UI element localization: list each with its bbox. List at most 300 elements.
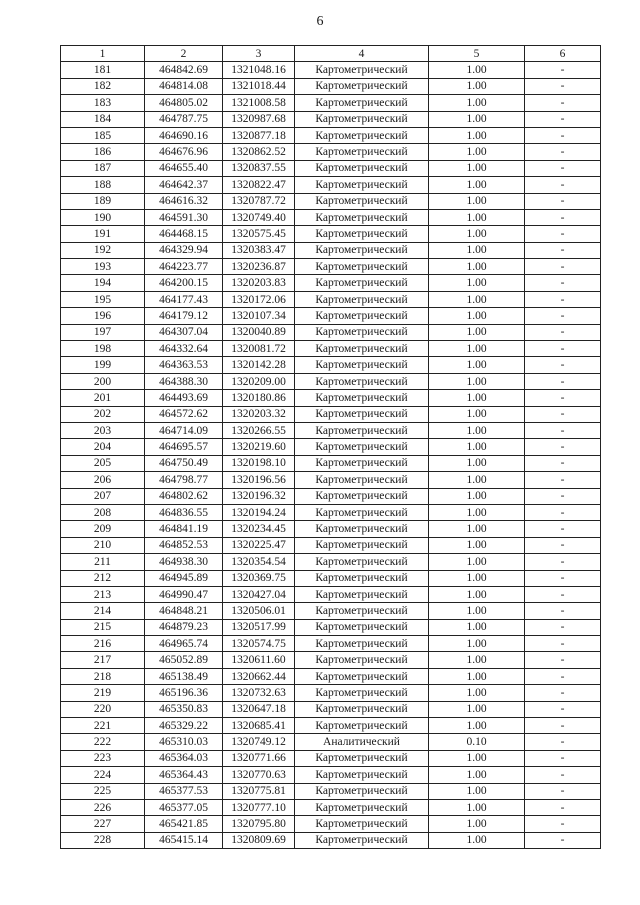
note-cell: -	[525, 406, 601, 422]
accuracy-cell: 1.00	[429, 652, 525, 668]
point-number-cell: 222	[61, 734, 145, 750]
note-cell: -	[525, 226, 601, 242]
accuracy-cell: 1.00	[429, 373, 525, 389]
method-cell: Картометрический	[295, 816, 429, 832]
accuracy-cell: 1.00	[429, 816, 525, 832]
method-cell: Картометрический	[295, 127, 429, 143]
table-row	[61, 816, 601, 832]
point-number-cell: 220	[61, 701, 145, 717]
point-number-cell: 215	[61, 619, 145, 635]
x-coordinate-cell: 464572.62	[145, 406, 223, 422]
x-coordinate-cell: 464798.77	[145, 472, 223, 488]
note-cell: -	[525, 603, 601, 619]
x-coordinate-cell: 464814.08	[145, 78, 223, 94]
table-row	[61, 767, 601, 783]
point-number-cell: 187	[61, 160, 145, 176]
point-number-cell: 189	[61, 193, 145, 209]
method-cell: Картометрический	[295, 472, 429, 488]
x-coordinate-cell: 465377.05	[145, 799, 223, 815]
accuracy-cell: 0.10	[429, 734, 525, 750]
accuracy-cell: 1.00	[429, 521, 525, 537]
accuracy-cell: 1.00	[429, 832, 525, 848]
table-row	[61, 701, 601, 717]
y-coordinate-cell: 1320749.12	[223, 734, 295, 750]
y-coordinate-cell: 1320822.47	[223, 177, 295, 193]
note-cell: -	[525, 291, 601, 307]
accuracy-cell: 1.00	[429, 799, 525, 815]
point-number-cell: 185	[61, 127, 145, 143]
note-cell: -	[525, 111, 601, 127]
accuracy-cell: 1.00	[429, 291, 525, 307]
x-coordinate-cell: 465052.89	[145, 652, 223, 668]
x-coordinate-cell: 464493.69	[145, 390, 223, 406]
table-row	[61, 242, 601, 258]
method-cell: Картометрический	[295, 209, 429, 225]
x-coordinate-cell: 464642.37	[145, 177, 223, 193]
accuracy-cell: 1.00	[429, 472, 525, 488]
point-number-cell: 182	[61, 78, 145, 94]
y-coordinate-cell: 1320194.24	[223, 504, 295, 520]
point-number-cell: 216	[61, 636, 145, 652]
table-row	[61, 373, 601, 389]
accuracy-cell: 1.00	[429, 455, 525, 471]
table-row	[61, 144, 601, 160]
table-row	[61, 603, 601, 619]
accuracy-cell: 1.00	[429, 636, 525, 652]
y-coordinate-cell: 1320203.83	[223, 275, 295, 291]
note-cell: -	[525, 734, 601, 750]
y-coordinate-cell: 1320809.69	[223, 832, 295, 848]
x-coordinate-cell: 464787.75	[145, 111, 223, 127]
table-row	[61, 259, 601, 275]
table-row	[61, 554, 601, 570]
method-cell: Картометрический	[295, 324, 429, 340]
y-coordinate-cell: 1321048.16	[223, 62, 295, 78]
point-number-cell: 197	[61, 324, 145, 340]
point-number-cell: 183	[61, 95, 145, 111]
table-row	[61, 750, 601, 766]
method-cell: Картометрический	[295, 259, 429, 275]
table-row	[61, 537, 601, 553]
accuracy-cell: 1.00	[429, 603, 525, 619]
table-row	[61, 275, 601, 291]
method-cell: Картометрический	[295, 799, 429, 815]
note-cell: -	[525, 62, 601, 78]
point-number-cell: 191	[61, 226, 145, 242]
y-coordinate-cell: 1320172.06	[223, 291, 295, 307]
y-coordinate-cell: 1320196.32	[223, 488, 295, 504]
y-coordinate-cell: 1320685.41	[223, 718, 295, 734]
note-cell: -	[525, 275, 601, 291]
method-cell: Картометрический	[295, 439, 429, 455]
point-number-cell: 199	[61, 357, 145, 373]
method-cell: Картометрический	[295, 275, 429, 291]
accuracy-cell: 1.00	[429, 144, 525, 160]
note-cell: -	[525, 701, 601, 717]
accuracy-cell: 1.00	[429, 750, 525, 766]
y-coordinate-cell: 1320787.72	[223, 193, 295, 209]
note-cell: -	[525, 685, 601, 701]
table-row	[61, 341, 601, 357]
point-number-cell: 202	[61, 406, 145, 422]
accuracy-cell: 1.00	[429, 62, 525, 78]
point-number-cell: 203	[61, 422, 145, 438]
note-cell: -	[525, 767, 601, 783]
table-row	[61, 209, 601, 225]
table-row	[61, 521, 601, 537]
note-cell: -	[525, 127, 601, 143]
x-coordinate-cell: 464363.53	[145, 357, 223, 373]
note-cell: -	[525, 570, 601, 586]
accuracy-cell: 1.00	[429, 341, 525, 357]
point-number-cell: 205	[61, 455, 145, 471]
y-coordinate-cell: 1320775.81	[223, 783, 295, 799]
accuracy-cell: 1.00	[429, 308, 525, 324]
table-row	[61, 586, 601, 602]
table-row	[61, 734, 601, 750]
point-number-cell: 219	[61, 685, 145, 701]
point-number-cell: 190	[61, 209, 145, 225]
note-cell: -	[525, 160, 601, 176]
x-coordinate-cell: 464938.30	[145, 554, 223, 570]
x-coordinate-cell: 464945.89	[145, 570, 223, 586]
coordinates-table	[60, 45, 601, 849]
x-coordinate-cell: 464329.94	[145, 242, 223, 258]
y-coordinate-cell: 1320647.18	[223, 701, 295, 717]
x-coordinate-cell: 464307.04	[145, 324, 223, 340]
accuracy-cell: 1.00	[429, 95, 525, 111]
column-header: 3	[223, 46, 295, 62]
x-coordinate-cell: 464990.47	[145, 586, 223, 602]
method-cell: Картометрический	[295, 341, 429, 357]
note-cell: -	[525, 832, 601, 848]
y-coordinate-cell: 1320517.99	[223, 619, 295, 635]
point-number-cell: 194	[61, 275, 145, 291]
table-row	[61, 685, 601, 701]
y-coordinate-cell: 1320219.60	[223, 439, 295, 455]
x-coordinate-cell: 465377.53	[145, 783, 223, 799]
point-number-cell: 210	[61, 537, 145, 553]
accuracy-cell: 1.00	[429, 619, 525, 635]
point-number-cell: 226	[61, 799, 145, 815]
note-cell: -	[525, 373, 601, 389]
accuracy-cell: 1.00	[429, 193, 525, 209]
table-body	[61, 62, 601, 849]
table-row	[61, 95, 601, 111]
method-cell: Картометрический	[295, 636, 429, 652]
accuracy-cell: 1.00	[429, 160, 525, 176]
table-row	[61, 422, 601, 438]
table-row	[61, 636, 601, 652]
method-cell: Картометрический	[295, 603, 429, 619]
x-coordinate-cell: 465329.22	[145, 718, 223, 734]
y-coordinate-cell: 1321008.58	[223, 95, 295, 111]
y-coordinate-cell: 1320383.47	[223, 242, 295, 258]
method-cell: Картометрический	[295, 406, 429, 422]
method-cell: Картометрический	[295, 701, 429, 717]
point-number-cell: 192	[61, 242, 145, 258]
point-number-cell: 204	[61, 439, 145, 455]
x-coordinate-cell: 464695.57	[145, 439, 223, 455]
note-cell: -	[525, 521, 601, 537]
x-coordinate-cell: 464805.02	[145, 95, 223, 111]
point-number-cell: 225	[61, 783, 145, 799]
x-coordinate-cell: 464879.23	[145, 619, 223, 635]
x-coordinate-cell: 464177.43	[145, 291, 223, 307]
accuracy-cell: 1.00	[429, 177, 525, 193]
method-cell: Картометрический	[295, 226, 429, 242]
table-row	[61, 62, 601, 78]
method-cell: Картометрический	[295, 95, 429, 111]
method-cell: Картометрический	[295, 488, 429, 504]
x-coordinate-cell: 464676.96	[145, 144, 223, 160]
point-number-cell: 206	[61, 472, 145, 488]
x-coordinate-cell: 464655.40	[145, 160, 223, 176]
y-coordinate-cell: 1320771.66	[223, 750, 295, 766]
x-coordinate-cell: 464848.21	[145, 603, 223, 619]
note-cell: -	[525, 619, 601, 635]
x-coordinate-cell: 464750.49	[145, 455, 223, 471]
x-coordinate-cell: 464841.19	[145, 521, 223, 537]
note-cell: -	[525, 193, 601, 209]
method-cell: Картометрический	[295, 177, 429, 193]
point-number-cell: 221	[61, 718, 145, 734]
accuracy-cell: 1.00	[429, 226, 525, 242]
method-cell: Картометрический	[295, 619, 429, 635]
accuracy-cell: 1.00	[429, 767, 525, 783]
point-number-cell: 227	[61, 816, 145, 832]
method-cell: Картометрический	[295, 62, 429, 78]
x-coordinate-cell: 464802.62	[145, 488, 223, 504]
method-cell: Картометрический	[295, 308, 429, 324]
note-cell: -	[525, 390, 601, 406]
note-cell: -	[525, 209, 601, 225]
method-cell: Картометрический	[295, 193, 429, 209]
note-cell: -	[525, 799, 601, 815]
method-cell: Картометрический	[295, 767, 429, 783]
accuracy-cell: 1.00	[429, 406, 525, 422]
point-number-cell: 186	[61, 144, 145, 160]
table-row	[61, 570, 601, 586]
method-cell: Картометрический	[295, 570, 429, 586]
accuracy-cell: 1.00	[429, 668, 525, 684]
point-number-cell: 211	[61, 554, 145, 570]
method-cell: Картометрический	[295, 554, 429, 570]
note-cell: -	[525, 341, 601, 357]
point-number-cell: 200	[61, 373, 145, 389]
note-cell: -	[525, 324, 601, 340]
table-row	[61, 488, 601, 504]
method-cell: Картометрический	[295, 357, 429, 373]
y-coordinate-cell: 1320203.32	[223, 406, 295, 422]
accuracy-cell: 1.00	[429, 422, 525, 438]
x-coordinate-cell: 465364.43	[145, 767, 223, 783]
note-cell: -	[525, 472, 601, 488]
y-coordinate-cell: 1320611.60	[223, 652, 295, 668]
accuracy-cell: 1.00	[429, 78, 525, 94]
method-cell: Картометрический	[295, 144, 429, 160]
method-cell: Картометрический	[295, 111, 429, 127]
note-cell: -	[525, 636, 601, 652]
accuracy-cell: 1.00	[429, 570, 525, 586]
note-cell: -	[525, 586, 601, 602]
table-row	[61, 439, 601, 455]
x-coordinate-cell: 464200.15	[145, 275, 223, 291]
point-number-cell: 201	[61, 390, 145, 406]
method-cell: Картометрический	[295, 586, 429, 602]
method-cell: Картометрический	[295, 504, 429, 520]
method-cell: Картометрический	[295, 160, 429, 176]
point-number-cell: 181	[61, 62, 145, 78]
y-coordinate-cell: 1320427.04	[223, 586, 295, 602]
accuracy-cell: 1.00	[429, 209, 525, 225]
note-cell: -	[525, 78, 601, 94]
point-number-cell: 198	[61, 341, 145, 357]
y-coordinate-cell: 1320209.00	[223, 373, 295, 389]
table-row	[61, 390, 601, 406]
note-cell: -	[525, 422, 601, 438]
table-row	[61, 324, 601, 340]
y-coordinate-cell: 1320770.63	[223, 767, 295, 783]
y-coordinate-cell: 1320225.47	[223, 537, 295, 553]
point-number-cell: 184	[61, 111, 145, 127]
method-cell: Картометрический	[295, 750, 429, 766]
y-coordinate-cell: 1320142.28	[223, 357, 295, 373]
accuracy-cell: 1.00	[429, 357, 525, 373]
method-cell: Аналитический	[295, 734, 429, 750]
point-number-cell: 196	[61, 308, 145, 324]
y-coordinate-cell: 1320180.86	[223, 390, 295, 406]
note-cell: -	[525, 488, 601, 504]
x-coordinate-cell: 464836.55	[145, 504, 223, 520]
point-number-cell: 208	[61, 504, 145, 520]
note-cell: -	[525, 718, 601, 734]
table-row	[61, 291, 601, 307]
note-cell: -	[525, 783, 601, 799]
table-row	[61, 832, 601, 848]
method-cell: Картометрический	[295, 291, 429, 307]
table-row	[61, 455, 601, 471]
column-header: 5	[429, 46, 525, 62]
x-coordinate-cell: 464332.64	[145, 341, 223, 357]
y-coordinate-cell: 1320862.52	[223, 144, 295, 160]
note-cell: -	[525, 554, 601, 570]
x-coordinate-cell: 464468.15	[145, 226, 223, 242]
method-cell: Картометрический	[295, 832, 429, 848]
point-number-cell: 188	[61, 177, 145, 193]
table-row	[61, 406, 601, 422]
accuracy-cell: 1.00	[429, 390, 525, 406]
table-row	[61, 783, 601, 799]
table-row	[61, 111, 601, 127]
y-coordinate-cell: 1320040.89	[223, 324, 295, 340]
x-coordinate-cell: 464616.32	[145, 193, 223, 209]
x-coordinate-cell: 464842.69	[145, 62, 223, 78]
point-number-cell: 213	[61, 586, 145, 602]
note-cell: -	[525, 144, 601, 160]
point-number-cell: 214	[61, 603, 145, 619]
y-coordinate-cell: 1320575.45	[223, 226, 295, 242]
table-row	[61, 718, 601, 734]
y-coordinate-cell: 1320236.87	[223, 259, 295, 275]
x-coordinate-cell: 464714.09	[145, 422, 223, 438]
y-coordinate-cell: 1321018.44	[223, 78, 295, 94]
accuracy-cell: 1.00	[429, 554, 525, 570]
x-coordinate-cell: 464690.16	[145, 127, 223, 143]
table-row	[61, 472, 601, 488]
y-coordinate-cell: 1320234.45	[223, 521, 295, 537]
column-header: 2	[145, 46, 223, 62]
point-number-cell: 224	[61, 767, 145, 783]
accuracy-cell: 1.00	[429, 718, 525, 734]
method-cell: Картометрический	[295, 718, 429, 734]
note-cell: -	[525, 455, 601, 471]
table-row	[61, 308, 601, 324]
note-cell: -	[525, 537, 601, 553]
point-number-cell: 223	[61, 750, 145, 766]
y-coordinate-cell: 1320837.55	[223, 160, 295, 176]
y-coordinate-cell: 1320732.63	[223, 685, 295, 701]
method-cell: Картометрический	[295, 537, 429, 553]
table-row	[61, 652, 601, 668]
note-cell: -	[525, 177, 601, 193]
note-cell: -	[525, 242, 601, 258]
accuracy-cell: 1.00	[429, 504, 525, 520]
table-header-row	[61, 46, 601, 62]
table-row	[61, 160, 601, 176]
y-coordinate-cell: 1320777.10	[223, 799, 295, 815]
x-coordinate-cell: 464223.77	[145, 259, 223, 275]
y-coordinate-cell: 1320987.68	[223, 111, 295, 127]
accuracy-cell: 1.00	[429, 537, 525, 553]
y-coordinate-cell: 1320877.18	[223, 127, 295, 143]
point-number-cell: 212	[61, 570, 145, 586]
x-coordinate-cell: 464591.30	[145, 209, 223, 225]
method-cell: Картометрический	[295, 422, 429, 438]
y-coordinate-cell: 1320749.40	[223, 209, 295, 225]
accuracy-cell: 1.00	[429, 439, 525, 455]
y-coordinate-cell: 1320081.72	[223, 341, 295, 357]
column-header: 4	[295, 46, 429, 62]
point-number-cell: 218	[61, 668, 145, 684]
accuracy-cell: 1.00	[429, 685, 525, 701]
method-cell: Картометрический	[295, 652, 429, 668]
y-coordinate-cell: 1320196.56	[223, 472, 295, 488]
page-number: 6	[316, 14, 324, 29]
table-row	[61, 78, 601, 94]
point-number-cell: 209	[61, 521, 145, 537]
point-number-cell: 217	[61, 652, 145, 668]
table-row	[61, 357, 601, 373]
x-coordinate-cell: 465196.36	[145, 685, 223, 701]
accuracy-cell: 1.00	[429, 242, 525, 258]
note-cell: -	[525, 652, 601, 668]
column-header: 6	[525, 46, 601, 62]
accuracy-cell: 1.00	[429, 111, 525, 127]
table-row	[61, 799, 601, 815]
accuracy-cell: 1.00	[429, 275, 525, 291]
table-row	[61, 504, 601, 520]
accuracy-cell: 1.00	[429, 783, 525, 799]
x-coordinate-cell: 465350.83	[145, 701, 223, 717]
method-cell: Картометрический	[295, 455, 429, 471]
x-coordinate-cell: 465421.85	[145, 816, 223, 832]
note-cell: -	[525, 308, 601, 324]
table-row	[61, 177, 601, 193]
x-coordinate-cell: 464388.30	[145, 373, 223, 389]
accuracy-cell: 1.00	[429, 127, 525, 143]
note-cell: -	[525, 439, 601, 455]
